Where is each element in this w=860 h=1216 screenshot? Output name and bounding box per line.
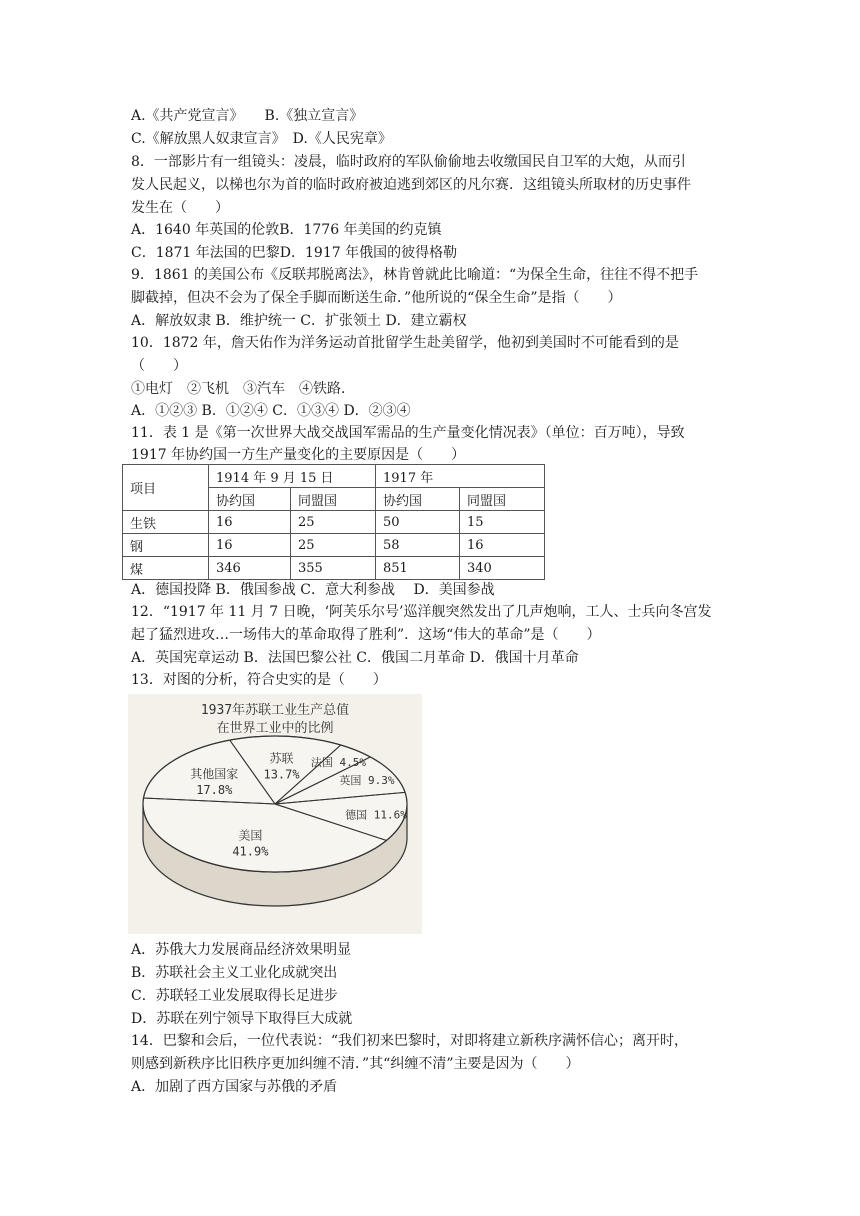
q13-option-d: D．苏联在列宁领导下取得巨大成就: [131, 1011, 353, 1027]
pie-label-3: 德国 11.6%: [345, 808, 407, 822]
table-subheader-central: 同盟国: [291, 488, 376, 511]
pie-chart-figure: [128, 694, 422, 934]
q9-text-line-1: 9．1861 的美国公布《反联邦脱离法》，林肯曾就此比喻道：“为保全生命，往往不得不把手: [131, 267, 699, 283]
table-subheader-entente: 协约国: [209, 488, 291, 511]
q8-text-line-3: 发生在（ ）: [131, 200, 229, 216]
table-cell: 851: [376, 557, 460, 580]
q13-option-a: A．苏俄大力发展商品经济效果明显: [131, 942, 352, 958]
pie-label-name-5: 其他国家: [190, 766, 239, 781]
table-cell: 煤: [123, 557, 209, 580]
table-cell: 15: [460, 511, 545, 534]
q8-options-ab: A．1640 年英国的伦敦B．1776 年美国的约克镇: [131, 222, 442, 238]
table-cell: 58: [376, 534, 460, 557]
q7-options-ab: A.《共产党宣言》 B.《独立宣言》: [131, 108, 364, 124]
pie-label-2: 英国 9.3%: [339, 774, 395, 788]
q12-text-line-1: 12．“1917 年 11 月 7 日晚，‘阿芙乐尔号’巡洋舰突然发出了几声炮响，工人、士兵向冬宫发: [131, 604, 712, 620]
table-header-date-1914: 1914 年 9 月 15 日: [209, 465, 376, 488]
q13-text-line-1: 13．对图的分析，符合史实的是（ ）: [131, 672, 387, 688]
chart-title-line-1: 1937年苏联工业生产总值: [200, 703, 350, 718]
q12-text-line-2: 起了猛烈进攻…一场伟大的革命取得了胜利”．这场“伟大的革命”是（ ）: [131, 627, 601, 643]
table-cell: 16: [209, 511, 291, 534]
q10-options: A．①②③ B．①②④ C．①③④ D．②③④: [131, 403, 411, 419]
q8-text-line-2: 发人民起义，以梯也尔为首的临时政府被迫逃到郊区的凡尔赛．这组镜头所取材的历史事件: [131, 177, 691, 193]
table-cell: 25: [291, 534, 376, 557]
q10-text-line-2: （ ）: [131, 358, 187, 374]
q9-options: A．解放奴隶 B．维护统一 C．扩张领土 D．建立霸权: [131, 313, 467, 329]
munitions-table: [122, 464, 545, 580]
q11-text-line-1: 11．表 1 是《第一次世界大战交战国军需品的生产量变化情况表》（单位：百万吨），导致: [131, 425, 685, 441]
table-header-date-1917: 1917 年: [376, 465, 545, 488]
pie-label-1: 法国 4.5%: [310, 756, 367, 770]
q14-text-line-2: 则感到新秩序比旧秩序更加纠缠不清．”其“纠缠不清”主要是因为（ ）: [131, 1056, 580, 1072]
q11-options: A．德国投降 B．俄国参战 C．意大利参战 D．美国参战: [131, 582, 495, 598]
pie-label-name-0: 苏联: [269, 751, 294, 766]
q10-text-line-1: 10．1872 年，詹天佑作为洋务运动首批留学生赴美留学，他初到美国时不可能看到的是: [131, 335, 679, 351]
pie-label-value-0: 13.7%: [263, 767, 300, 782]
table-subheader-entente: 协约国: [376, 488, 460, 511]
table-cell: 生铁: [123, 511, 209, 534]
pie-label-value-4: 41.9%: [232, 844, 269, 859]
q13-option-b: B．苏联社会主义工业化成就突出: [131, 965, 338, 981]
q13-option-c: C．苏联轻工业发展取得长足进步: [131, 988, 338, 1004]
pie-label-name-4: 美国: [238, 828, 263, 843]
table-cell: 16: [460, 534, 545, 557]
table-row: [123, 534, 545, 557]
q8-text-line-1: 8．一部影片有一组镜头：凌晨，临时政府的军队偷偷地去收缴国民自卫军的大炮，从而引: [131, 154, 686, 170]
q7-options-cd: C.《解放黑人奴隶宣言》 D.《人民宪章》: [131, 131, 392, 147]
chart-title-line-2: 在世界工业中的比例: [216, 721, 334, 736]
q14-text-line-1: 14．巴黎和会后，一位代表说：“我们初来巴黎时，对即将建立新秩序满怀信心；离开时，: [131, 1033, 688, 1049]
table-cell: 25: [291, 511, 376, 534]
table-cell: 355: [291, 557, 376, 580]
table-cell: 50: [376, 511, 460, 534]
table-cell: 346: [209, 557, 291, 580]
q14-option-a: A．加剧了西方国家与苏俄的矛盾: [131, 1079, 338, 1095]
q9-text-line-2: 脚截掉，但决不会为了保全手脚而断送生命．”他所说的“保全生命”是指（ ）: [131, 290, 622, 306]
table-row: [123, 511, 545, 534]
table-subheader-central: 同盟国: [460, 488, 545, 511]
q11-text-line-2: 1917 年协约国一方生产量变化的主要原因是（ ）: [131, 447, 466, 463]
pie-chart: [128, 694, 422, 934]
pie-label-value-5: 17.8%: [196, 782, 233, 797]
table-cell: 钢: [123, 534, 209, 557]
q10-items: ①电灯 ②飞机 ③汽车 ④铁路．: [131, 381, 355, 397]
table-row: [123, 557, 545, 580]
table-cell: 340: [460, 557, 545, 580]
q8-options-cd: C．1871 年法国的巴黎D．1917 年俄国的彼得格勒: [131, 245, 458, 261]
table-cell: 16: [209, 534, 291, 557]
table-header-item: 项目: [123, 465, 209, 511]
q12-options: A．英国宪章运动 B．法国巴黎公社 C．俄国二月革命 D．俄国十月革命: [131, 650, 579, 666]
